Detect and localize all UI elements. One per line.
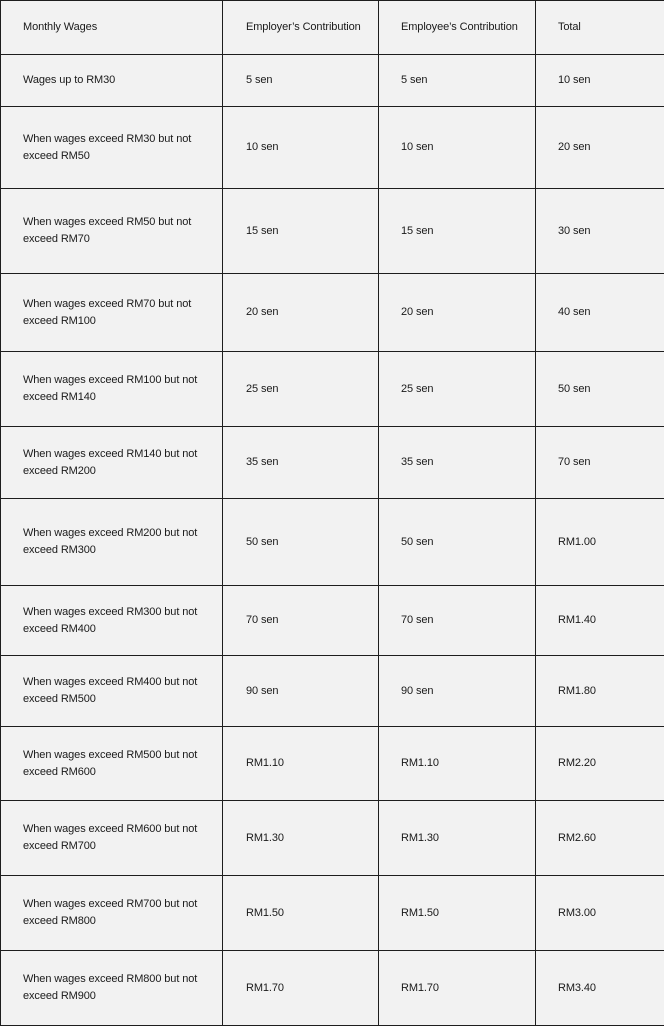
employer-cell: 35 sen [223,427,379,499]
total-cell: 10 sen [536,55,664,107]
employee-cell: RM1.70 [379,951,536,1026]
wages-cell [1,274,223,352]
total-cell: RM1.40 [536,586,664,656]
wages-cell [1,352,223,427]
employee-cell: RM1.10 [379,727,536,801]
wages-text: When wages exceed RM50 but not exceed RM70 [23,214,213,248]
wages-cell [1,586,223,656]
employer-cell: 15 sen [223,189,379,274]
table-row [1,55,664,107]
total-cell: RM2.20 [536,727,664,801]
employer-cell: 90 sen [223,656,379,727]
employer-cell: 20 sen [223,274,379,352]
header-monthly-wages: Monthly Wages [1,1,223,55]
total-cell: 20 sen [536,107,664,189]
total-cell: 50 sen [536,352,664,427]
wages-text: When wages exceed RM70 but not exceed RM100 [23,296,213,330]
employee-cell: 70 sen [379,586,536,656]
employer-cell: RM1.10 [223,727,379,801]
table-row [1,352,664,427]
table-row [1,189,664,274]
table-row [1,656,664,727]
employee-cell: 20 sen [379,274,536,352]
wages-cell [1,727,223,801]
employer-cell: 25 sen [223,352,379,427]
header-employer-contribution: Employer’s Contribution [223,1,379,55]
table-row [1,499,664,586]
wages-text: When wages exceed RM400 but not exceed RM500 [23,674,213,708]
wages-text: When wages exceed RM30 but not exceed RM50 [23,131,213,165]
employer-cell: 50 sen [223,499,379,586]
header-employee-contribution: Employee’s Contribution [379,1,536,55]
wages-cell [1,189,223,274]
wages-cell [1,427,223,499]
employer-cell: 5 sen [223,55,379,107]
table-row [1,586,664,656]
wages-cell [1,107,223,189]
wages-text: When wages exceed RM300 but not exceed RM400 [23,604,213,638]
wages-text: Wages up to RM30 [23,72,213,89]
employee-cell: 25 sen [379,352,536,427]
table-row [1,727,664,801]
wages-text: When wages exceed RM200 but not exceed RM300 [23,525,213,559]
wages-cell [1,951,223,1026]
total-cell: RM3.00 [536,876,664,951]
wages-text: When wages exceed RM800 but not exceed RM900 [23,971,213,1005]
employer-cell: 10 sen [223,107,379,189]
employer-cell: RM1.70 [223,951,379,1026]
table-header-row [1,1,664,55]
employee-cell: RM1.50 [379,876,536,951]
wages-cell [1,55,223,107]
table-row [1,107,664,189]
employer-cell: RM1.50 [223,876,379,951]
table-row [1,801,664,876]
wages-text: When wages exceed RM600 but not exceed RM700 [23,821,213,855]
wages-text: When wages exceed RM700 but not exceed RM800 [23,896,213,930]
total-cell: 30 sen [536,189,664,274]
employee-cell: 10 sen [379,107,536,189]
employee-cell: 35 sen [379,427,536,499]
wages-cell [1,499,223,586]
table-row [1,427,664,499]
total-cell: RM1.80 [536,656,664,727]
wages-text: When wages exceed RM100 but not exceed RM140 [23,372,213,406]
employer-cell: RM1.30 [223,801,379,876]
wages-text: When wages exceed RM140 but not exceed RM200 [23,446,213,480]
total-cell: 70 sen [536,427,664,499]
employer-cell: 70 sen [223,586,379,656]
employee-cell: RM1.30 [379,801,536,876]
wages-cell [1,656,223,727]
total-cell: RM3.40 [536,951,664,1026]
wages-text: When wages exceed RM500 but not exceed RM600 [23,747,213,781]
header-total: Total [536,1,664,55]
table-row [1,274,664,352]
table-row [1,876,664,951]
total-cell: RM2.60 [536,801,664,876]
employee-cell: 5 sen [379,55,536,107]
employee-cell: 90 sen [379,656,536,727]
wages-cell [1,876,223,951]
total-cell: RM1.00 [536,499,664,586]
wages-cell [1,801,223,876]
table-row [1,951,664,1026]
employee-cell: 15 sen [379,189,536,274]
total-cell: 40 sen [536,274,664,352]
employee-cell: 50 sen [379,499,536,586]
